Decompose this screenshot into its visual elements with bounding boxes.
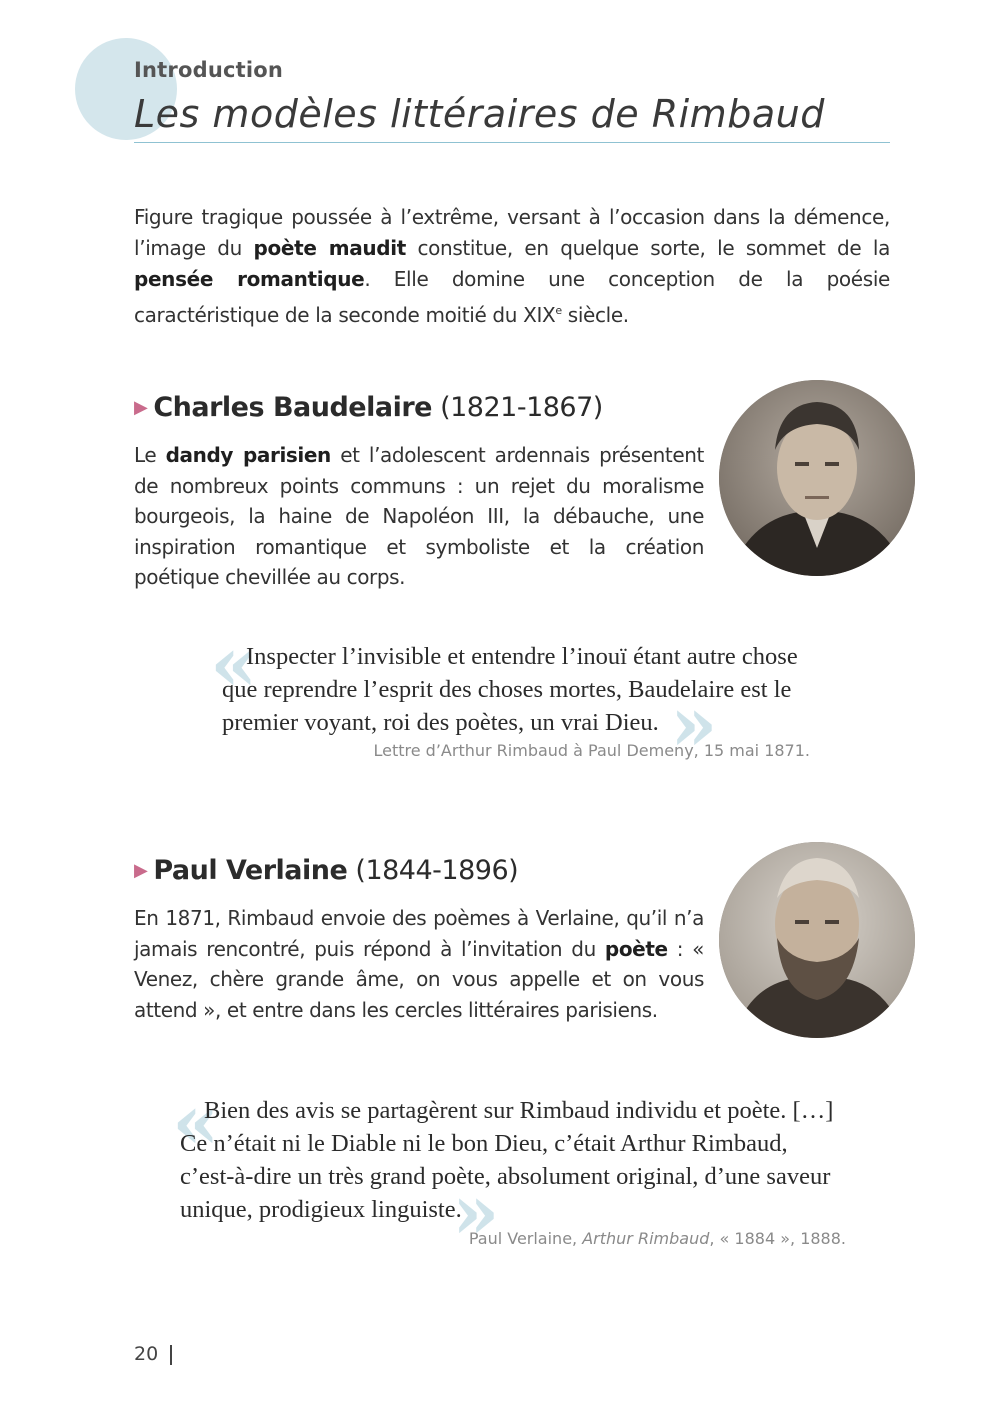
close-quote-icon: » [670, 679, 718, 768]
baudelaire-bio: Le dandy parisien et l’adolescent ardennais présentent de nombreux points communs : un rejet du moralisme bourgeois, la haine de Napoléon III, la débauche, une inspiration romantique et symboliste et la création poétique chevillée au corps. [134, 443, 704, 589]
baudelaire-heading [134, 392, 603, 423]
close-quote-icon: » [452, 1167, 500, 1256]
keyword-dandy-parisien: dandy parisien [165, 443, 331, 467]
bullet-arrow-icon: ▶ [134, 397, 148, 418]
baudelaire-quote-source: Lettre d’Arthur Rimbaud à Paul Demeny, 15 mai 1871. [373, 741, 810, 760]
intro-paragraph: Figure tragique poussée à l’extrême, versant à l’occasion dans la démence, l’image du poète maudit constitue, en quelque sorte, le sommet de la pensée romantique. Elle domine une conception de la poésie caractéristique de la seconde moitié du XIXe siècle. [134, 205, 891, 327]
verlaine-quote-block [172, 1077, 846, 1256]
baudelaire-quote-block [210, 619, 810, 770]
verlaine-dates: (1844-1896) [355, 855, 519, 886]
title-divider [134, 142, 890, 143]
baudelaire-quote: Inspecter l’invisible et entendre l’inouï étant autre chose que reprendre l’esprit des choses mortes, Baudelaire est le premier voyant, roi des poètes, un vrai Dieu. [222, 643, 798, 736]
baudelaire-dates: (1821-1867) [440, 392, 603, 423]
keyword-poete-maudit: poète maudit [253, 236, 406, 260]
page-number-divider [170, 1345, 172, 1365]
bullet-arrow-icon: ▶ [134, 860, 148, 881]
open-quote-icon: « [210, 619, 258, 708]
verlaine-bio: En 1871, Rimbaud envoie des poèmes à Verlaine, qu’il n’a jamais rencontré, puis répond à l’invitation du poète : « Venez, chère grande âme, on vous appelle et on vous attend », et entre dans les cercles littéraires parisiens. [134, 906, 704, 1022]
section-kicker: Introduction [134, 58, 284, 82]
page-title: Les modèles littéraires de Rimbaud [134, 92, 825, 136]
verlaine-quote-source: Paul Verlaine, Arthur Rimbaud, « 1884 », 1888. [468, 1229, 846, 1248]
open-quote-icon: « [172, 1077, 220, 1166]
verlaine-quote: Bien des avis se partagèrent sur Rimbaud individu et poète. […] Ce n’était ni le Diable ni le bon Dieu, c’était Arthur Rimbaud, c’est-à-dire un très grand poète, absolument original, d’une saveur unique, prodigieux linguiste. [180, 1097, 834, 1223]
keyword-poete: poète [604, 936, 668, 961]
page-number: 20 [134, 1343, 159, 1365]
verlaine-heading [134, 855, 518, 886]
verlaine-portrait [719, 842, 915, 1038]
verlaine-name: Paul Verlaine [153, 855, 348, 886]
keyword-pensee-romantique: pensée romantique [134, 267, 365, 291]
baudelaire-name: Charles Baudelaire [153, 392, 432, 423]
baudelaire-portrait [719, 380, 915, 576]
